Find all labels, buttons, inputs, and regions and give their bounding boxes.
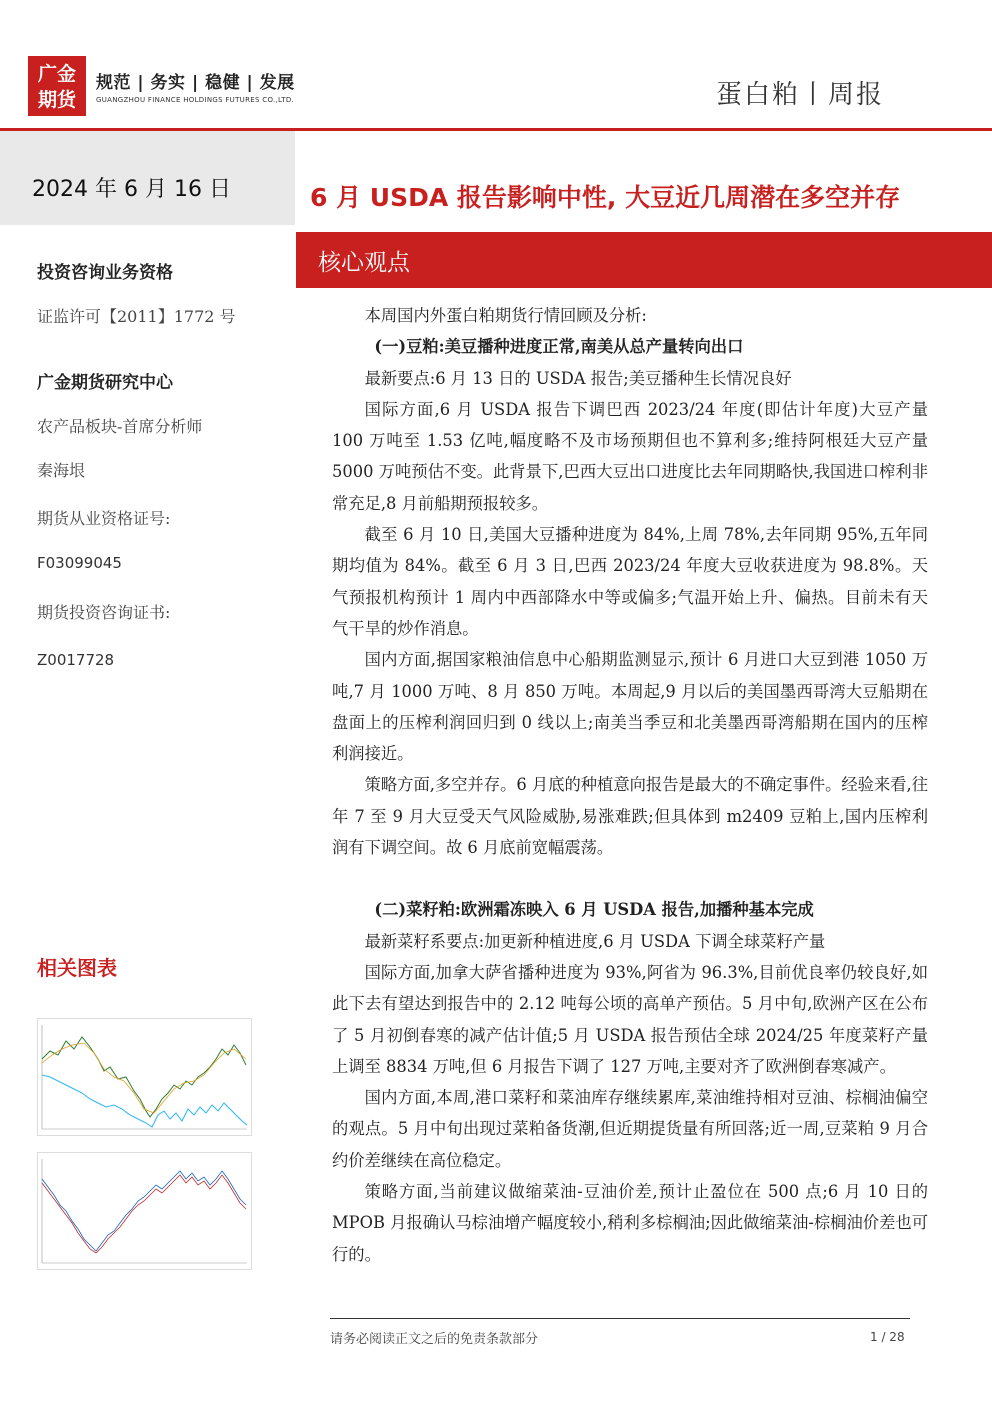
company-english-name: GUANGZHOU FINANCE HOLDINGS FUTURES CO.,LTD. bbox=[96, 96, 295, 104]
body-intro: 本周国内外蛋白粕期货行情回顾及分析: bbox=[364, 306, 647, 325]
report-type: 蛋白粕丨周报 bbox=[716, 80, 885, 110]
license-number: 证监许可【2011】1772 号 bbox=[37, 307, 236, 326]
research-center: 广金期货研究中心 bbox=[37, 373, 173, 393]
body-paragraph: 国内方面,本周,港口菜籽和菜油库存继续累库,菜油维持相对豆油、棕榈油偏空的观点。5 月中旬出现过菜粕备货潮,但近期提货量有所回落;近一周,豆菜粕 9 月合约价差继续在高位稳定。 bbox=[332, 1088, 928, 1170]
futures-cert-number: F03099045 bbox=[37, 554, 122, 572]
footer-disclaimer: 请务必阅读正文之后的免责条款部分 bbox=[330, 1332, 539, 1347]
chart-image-2 bbox=[38, 1153, 251, 1269]
body-paragraph: 国内方面,据国家粮油信息中心船期监测显示,预计 6 月进口大豆到港 1050 万吨,7 月 1000 万吨、8 月 850 万吨。本周起,9 月以后的美国墨西哥湾大豆船期在盘面上的压榨利润回归到 0 线以上;南美当季豆和北美墨西哥湾船期在国内的压榨利润接近。 bbox=[332, 650, 928, 764]
body-paragraph: 国际方面,6 月 USDA 报告下调巴西 2023/24 年度(即估计年度)大豆产量 100 万吨至 1.53 亿吨,幅度略不及市场预期但也不算利多;维持阿根廷大豆产量 5000 万吨预估不变。此背景下,巴西大豆出口进度比去年同期略快,我国进口榨利非常充足,8 月前船期预报较多。 bbox=[332, 399, 928, 513]
company-logo bbox=[28, 56, 86, 116]
body-paragraph: 最新要点:6 月 13 日的 USDA 报告;美豆播种生长情况良好 bbox=[364, 368, 792, 388]
body-paragraph: 国际方面,加拿大萨省播种进度为 93%,阿省为 96.3%,目前优良率仍较良好,如此下去有望达到报告中的 2.12 吨每公顷的高单产预估。5 月中旬,欧洲产区在公布了 5 月初倒春寒的减产估计值;5 月 USDA 报告预估全球 2024/25 年度菜籽产量上调至 8834 万吨,但 6 月报告下调了 127 万吨,主要对齐了欧洲倒春寒减产。 bbox=[332, 962, 928, 1076]
report-body bbox=[332, 300, 928, 1270]
advisory-cert-number: Z0017728 bbox=[37, 651, 115, 669]
page-number: 1 / 28 bbox=[870, 1330, 905, 1344]
footer-divider bbox=[330, 1318, 910, 1319]
futures-cert-label: 期货从业资格证号: bbox=[37, 509, 171, 528]
company-slogan: 规范 | 务实 | 稳健 | 发展 bbox=[96, 73, 295, 93]
qualification-title: 投资咨询业务资格 bbox=[37, 263, 173, 283]
paragraph-spacer bbox=[332, 863, 928, 894]
chart-image-1 bbox=[38, 1019, 251, 1135]
body-paragraph: 策略方面,多空并存。6 月底的种植意向报告是最大的不确定事件。经验来看,往年 7 至 9 月大豆受天气风险威胁,易涨难跌;但具体到 m2409 豆粕上,国内压榨利润有下调空间。故 6 月底前宽幅震荡。 bbox=[332, 775, 928, 858]
logo-line2: 期货 bbox=[37, 89, 76, 111]
section-heading-soybean-meal: (一)豆粕:美豆播种进度正常,南美从总产量转向出口 bbox=[374, 337, 744, 357]
body-paragraph: 截至 6 月 10 日,美国大豆播种进度为 84%,上周 78%,去年同期 95%,五年同期均值为 84%。截至 6 月 3 日,巴西 2023/24 年度大豆收获进度为 98.8%。天气预报机构预计 1 周内中西部降水中等或偏多;气温开始上升、偏热。目前未有天气干旱的炒作消息。 bbox=[332, 525, 928, 638]
section-title: 核心观点 bbox=[318, 250, 410, 276]
report-date: 2024 年 6 月 16 日 bbox=[32, 177, 231, 202]
analyst-name: 秦海垠 bbox=[37, 461, 86, 480]
section-heading-rapeseed-meal: (二)菜籽粕:欧洲霜冻映入 6 月 USDA 报告,加播种基本完成 bbox=[374, 900, 814, 920]
logo-line1: 广金 bbox=[37, 63, 76, 85]
analyst-role: 农产品板块-首席分析师 bbox=[37, 417, 203, 436]
related-chart-thumbnail-1 bbox=[37, 1018, 252, 1136]
body-paragraph: 策略方面,当前建议做缩菜油-豆油价差,预计止盈位在 500 点;6 月 10 日的 MPOB 月报确认马棕油增产幅度较小,稍利多棕榈油;因此做缩菜油-棕榈油价差也可行的。 bbox=[332, 1182, 928, 1264]
related-chart-thumbnail-2 bbox=[37, 1152, 252, 1270]
body-paragraph: 最新菜籽系要点:加更新种植进度,6 月 USDA 下调全球菜籽产量 bbox=[364, 931, 826, 951]
report-title: 6 月 USDA 报告影响中性, 大豆近几周潜在多空并存 bbox=[310, 183, 901, 212]
related-charts-title: 相关图表 bbox=[37, 956, 117, 980]
advisory-cert-label: 期货投资咨询证书: bbox=[37, 603, 171, 622]
